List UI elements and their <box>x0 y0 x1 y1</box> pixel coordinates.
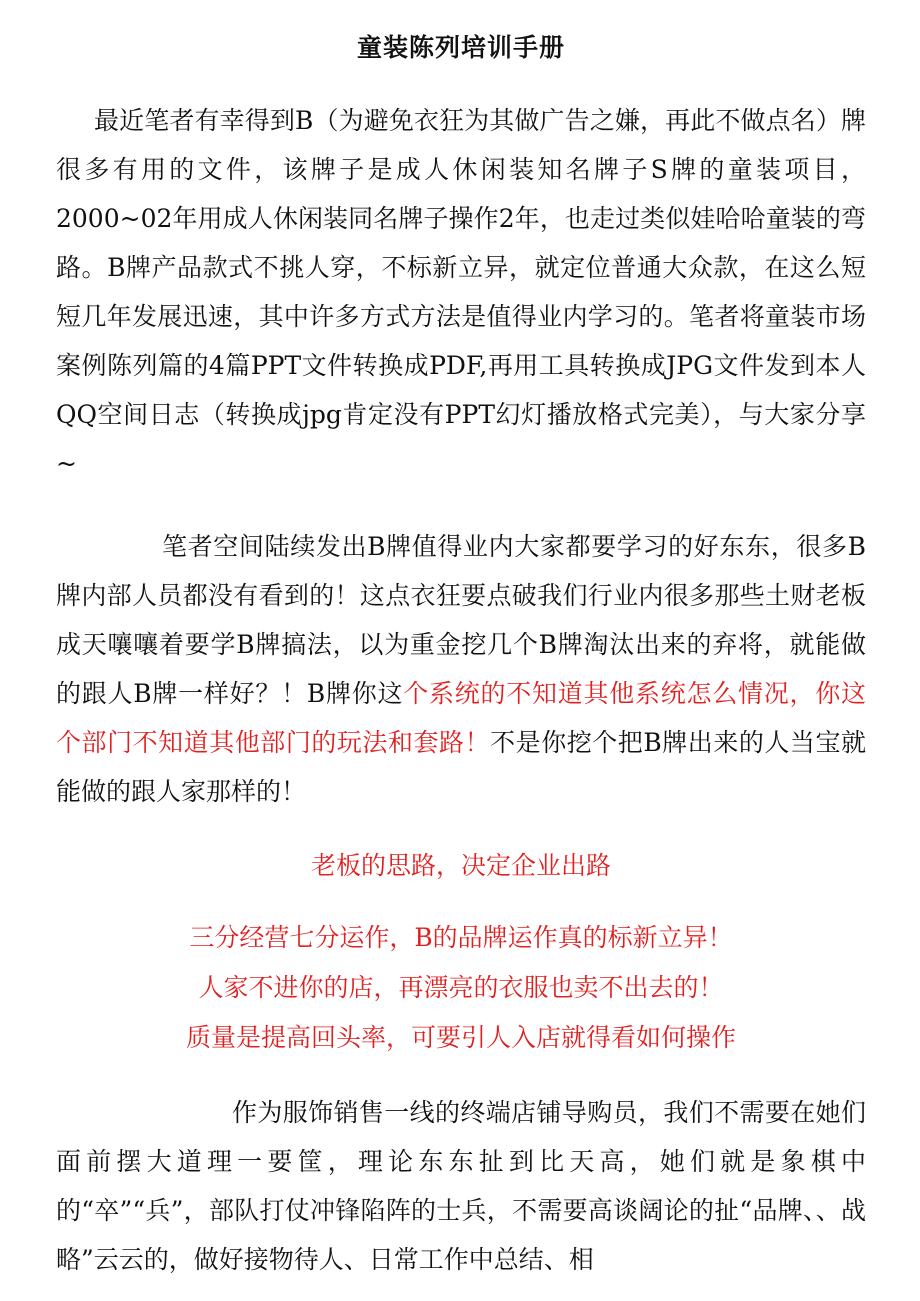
commentary-highlight: 个系统的不知道其他系统怎么情况，你这个部门不知道其他部门的玩法和套路！ <box>56 679 866 757</box>
commentary-tail: 不是你挖个把B牌出来的人当宝就能做的跟人家那样的！ <box>56 728 866 806</box>
document-title: 童装陈列培训手册 <box>356 33 565 62</box>
commentary-text: 笔者空间陆续发出B牌值得业内大家都要学习的好东东，很多B牌内部人员都没有看到的！这点衣狂要点破我们行业内很多那些土财老板成天嚷嚷着要学B牌搞法，以为重金挖几个B牌淘汰出来的弃将，就能做的跟人B牌一样好？！B牌你这 <box>56 532 866 708</box>
staff-paragraph: 作为服饰销售一线的终端店铺导购员，我们不需要在她们面前摆大道理一要筐，理论东东扯到比天高，她们就是象棋中的“卒”“兵”，部队打仗冲锋陷阵的士兵，不需要高谈阔论的扯“品牌、、战略”云云的，做好接物待人、日常工作中总结、相 <box>56 1098 866 1274</box>
document-page <box>56 28 866 1284</box>
slogan-operation: 三分经营七分运作，B的品牌运作真的标新立异！ <box>189 923 733 952</box>
slogan-store-traffic: 人家不进你的店，再漂亮的衣服也卖不出去的！ <box>198 973 724 1002</box>
slogan-quality: 质量是提高回头率，可要引人入店就得看如何操作 <box>185 1023 736 1052</box>
intro-paragraph: 最近笔者有幸得到B（为避免衣狂为其做广告之嫌，再此不做点名）牌很多有用的文件，该牌子是成人休闲装知名牌子S牌的童装项目，2000~02年用成人休闲装同名牌子操作2年，也走过类似娃哈哈童装的弯路。B牌产品款式不挑人穿，不标新立异，就定位普通大众款，在这么短短几年发展迅速，其中许多方式方法是值得业内学习的。笔者将童装市场案例陈列篇的4篇PPT文件转换成PDF,再用工具转换成JPG文件发到本人QQ空间日志（转换成jpg肯定没有PPT幻灯播放格式完美），与大家分享~ <box>56 106 866 478</box>
commentary-paragraph <box>56 522 866 816</box>
slogan-boss-thinking: 老板的思路，决定企业出路 <box>310 851 611 880</box>
